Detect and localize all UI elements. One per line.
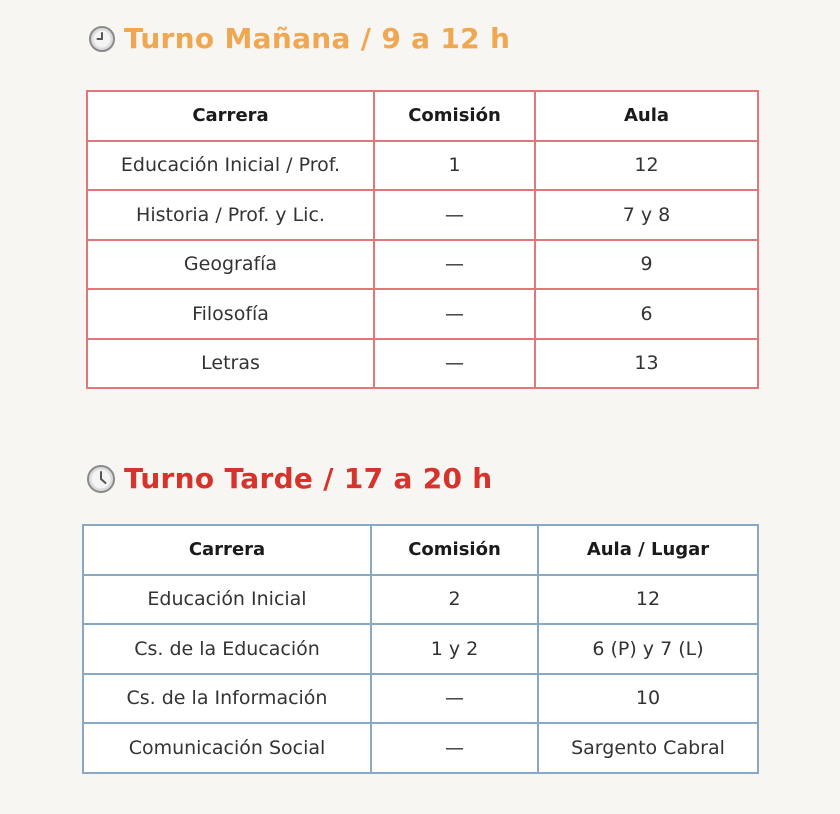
cell-comision: — [374,289,535,339]
cell-comision: 1 [374,141,535,191]
column-header-carrera: Carrera [87,91,374,141]
cell-carrera: Geografía [87,240,374,290]
cell-aula-lugar: 6 (P) y 7 (L) [538,624,758,674]
clock-icon [88,25,116,53]
cell-carrera: Educación Inicial / Prof. [87,141,374,191]
schedule-table-tarde [82,524,759,774]
cell-aula: 12 [535,141,758,191]
schedule-table-manana [86,90,759,389]
table-row [87,141,758,191]
table-header-row [83,525,758,575]
cell-carrera: Filosofía [87,289,374,339]
table-row [83,674,758,724]
column-header-aula: Aula [535,91,758,141]
section-title: Turno Mañana / 9 a 12 h [124,22,511,55]
table-row [87,339,758,389]
cell-aula-lugar: Sargento Cabral [538,723,758,773]
cell-comision: — [374,190,535,240]
cell-comision: — [371,723,538,773]
cell-aula: 7 y 8 [535,190,758,240]
cell-carrera: Educación Inicial [83,575,371,625]
cell-carrera: Cs. de la Información [83,674,371,724]
cell-comision: — [374,240,535,290]
column-header-aula-lugar: Aula / Lugar [538,525,758,575]
cell-aula: 6 [535,289,758,339]
section-title: Turno Tarde / 17 a 20 h [124,462,493,495]
column-header-comision: Comisión [374,91,535,141]
cell-carrera: Comunicación Social [83,723,371,773]
cell-carrera: Historia / Prof. y Lic. [87,190,374,240]
table-row [83,624,758,674]
table-row [87,190,758,240]
cell-comision: — [371,674,538,724]
table-row [87,289,758,339]
section-heading-turno-manana [88,22,510,55]
cell-comision: 2 [371,575,538,625]
table-header-row [87,91,758,141]
cell-aula: 9 [535,240,758,290]
cell-aula-lugar: 12 [538,575,758,625]
column-header-carrera: Carrera [83,525,371,575]
cell-comision: 1 y 2 [371,624,538,674]
clock-icon [86,464,116,494]
table-row [83,723,758,773]
cell-comision: — [374,339,535,389]
column-header-comision: Comisión [371,525,538,575]
table-row [87,240,758,290]
cell-aula-lugar: 10 [538,674,758,724]
cell-aula: 13 [535,339,758,389]
cell-carrera: Cs. de la Educación [83,624,371,674]
cell-carrera: Letras [87,339,374,389]
table-row [83,575,758,625]
section-heading-turno-tarde [86,462,493,495]
